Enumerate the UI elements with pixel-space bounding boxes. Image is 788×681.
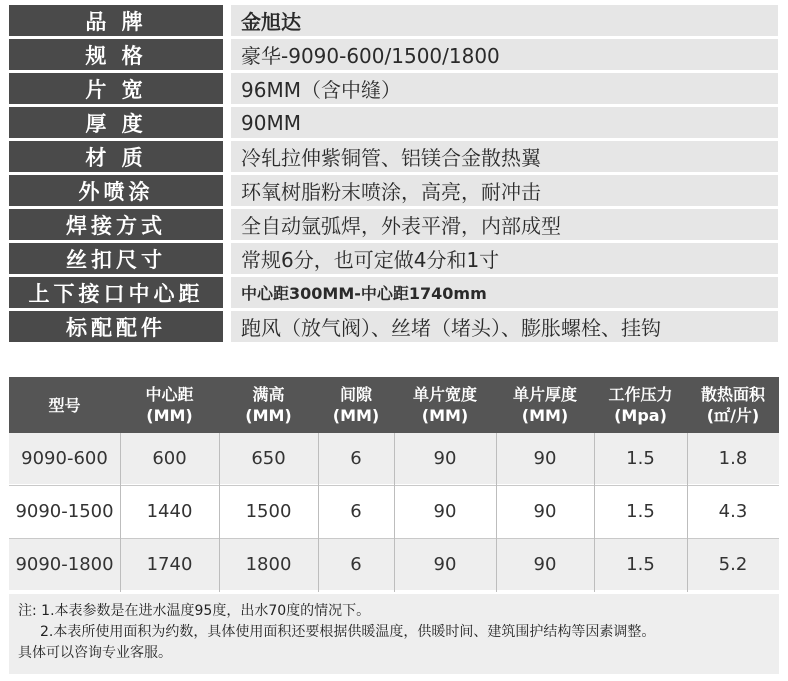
table-cell: 6: [350, 448, 362, 469]
table-cell: 6: [350, 554, 362, 575]
table-cell: 90: [533, 501, 557, 522]
header-thickness: [496, 377, 594, 433]
spec-label: 厚 度: [9, 107, 223, 138]
spec-row-model: [0, 39, 788, 70]
spec-value: 中心距300MM-中心距1740mm: [231, 277, 778, 308]
spec-value: 跑风（放气阀）、丝堵（堵头）、膨胀螺栓、挂钩: [231, 311, 778, 342]
header-heat-area: [687, 377, 779, 433]
header-unit: (MM): [332, 406, 380, 425]
header-center-distance: [120, 377, 219, 433]
spec-label: 焊接方式: [9, 209, 223, 240]
table-cell: 9090-1500: [15, 501, 114, 522]
header-text: 单片厚度: [512, 385, 577, 404]
table-cell: 650: [251, 448, 286, 469]
table-cell: 9090-600: [21, 448, 108, 469]
notes: [9, 594, 779, 674]
table-cell: 1.5: [626, 554, 655, 575]
spec-label: 上下接口中心距: [9, 277, 223, 308]
note-line: 注: 1.本表参数是在进水温度95度，出水70度的情况下。: [18, 603, 371, 619]
spec-value: 96MM（含中缝）: [231, 73, 778, 104]
spec-label: 规 格: [9, 39, 223, 70]
note-line: 2.本表所使用面积为约数，具体使用面积还要根据供暖温度，供暖时间、建筑围护结构等因素调整。: [40, 624, 656, 640]
spec-label: 标配配件: [9, 311, 223, 342]
spec-row-thread: [0, 243, 788, 274]
table-cell: 4.3: [718, 501, 748, 522]
header-unit: (MM): [245, 406, 292, 425]
header-text: 中心距: [145, 385, 194, 404]
note-line: 具体可以咨询专业客服。: [18, 645, 172, 661]
spec-label: 外喷涂: [9, 175, 223, 206]
spec-label: 片 宽: [9, 73, 223, 104]
header-model: [9, 377, 120, 433]
table-cell: 1.5: [626, 448, 655, 469]
spec-value: 金旭达: [231, 5, 778, 36]
spec-row-welding: [0, 209, 788, 240]
header-gap: [318, 377, 394, 433]
header-text: 满高: [252, 385, 285, 404]
header-text: 散热面积: [700, 385, 765, 404]
table-cell: 1.5: [626, 501, 655, 522]
spec-label: 丝扣尺寸: [9, 243, 223, 274]
spec-row-coating: [0, 175, 788, 206]
spec-row-width: [0, 73, 788, 104]
spec-row-accessories: [0, 311, 788, 342]
spec-row-brand: [0, 5, 788, 36]
spec-row-thickness: [0, 107, 788, 138]
table-cell: 90: [433, 554, 457, 575]
header-unit: (MM): [421, 406, 469, 425]
spec-value: 全自动氩弧焊，外表平滑，内部成型: [231, 209, 778, 240]
spec-value: 冷轧拉伸紫铜管、铝镁合金散热翼: [231, 141, 778, 172]
spec-label: 品 牌: [9, 5, 223, 36]
spec-row-center-distance: [0, 277, 788, 308]
header-width: [394, 377, 496, 433]
header-unit: (MM): [521, 406, 569, 425]
spec-label: 材 质: [9, 141, 223, 172]
header-unit: (Mpa): [614, 406, 667, 425]
table-cell: 6: [350, 501, 362, 522]
header-text: 工作压力: [608, 385, 673, 404]
header-full-height: [219, 377, 318, 433]
table-cell: 9090-1800: [15, 554, 114, 575]
table-cell: 1.8: [718, 448, 748, 469]
spec-value: 豪华-9090-600/1500/1800: [231, 39, 778, 70]
table-cell: 90: [533, 554, 557, 575]
table-cell: 5.2: [718, 554, 748, 575]
header-text: 型号: [48, 395, 81, 415]
header-text: 单片宽度: [412, 385, 477, 404]
table-cell: 90: [433, 448, 457, 469]
table-cell: 1500: [245, 501, 292, 522]
table-cell: 1440: [146, 501, 193, 522]
header-unit: (MM): [146, 406, 193, 425]
spec-value: 常规6分，也可定做4分和1寸: [231, 243, 778, 274]
header-pressure: [594, 377, 687, 433]
table-cell: 1800: [245, 554, 292, 575]
table-cell: 90: [533, 448, 557, 469]
spec-value: 90MM: [231, 107, 778, 138]
header-unit: (㎡/片): [706, 406, 760, 425]
table-cell: 90: [433, 501, 457, 522]
spec-row-material: [0, 141, 788, 172]
table-header: [9, 377, 779, 433]
header-text: 间隙: [339, 385, 372, 404]
spec-value: 环氧树脂粉末喷涂，高亮，耐冲击: [231, 175, 778, 206]
table-cell: 600: [152, 448, 187, 469]
table-cell: 1740: [146, 554, 193, 575]
